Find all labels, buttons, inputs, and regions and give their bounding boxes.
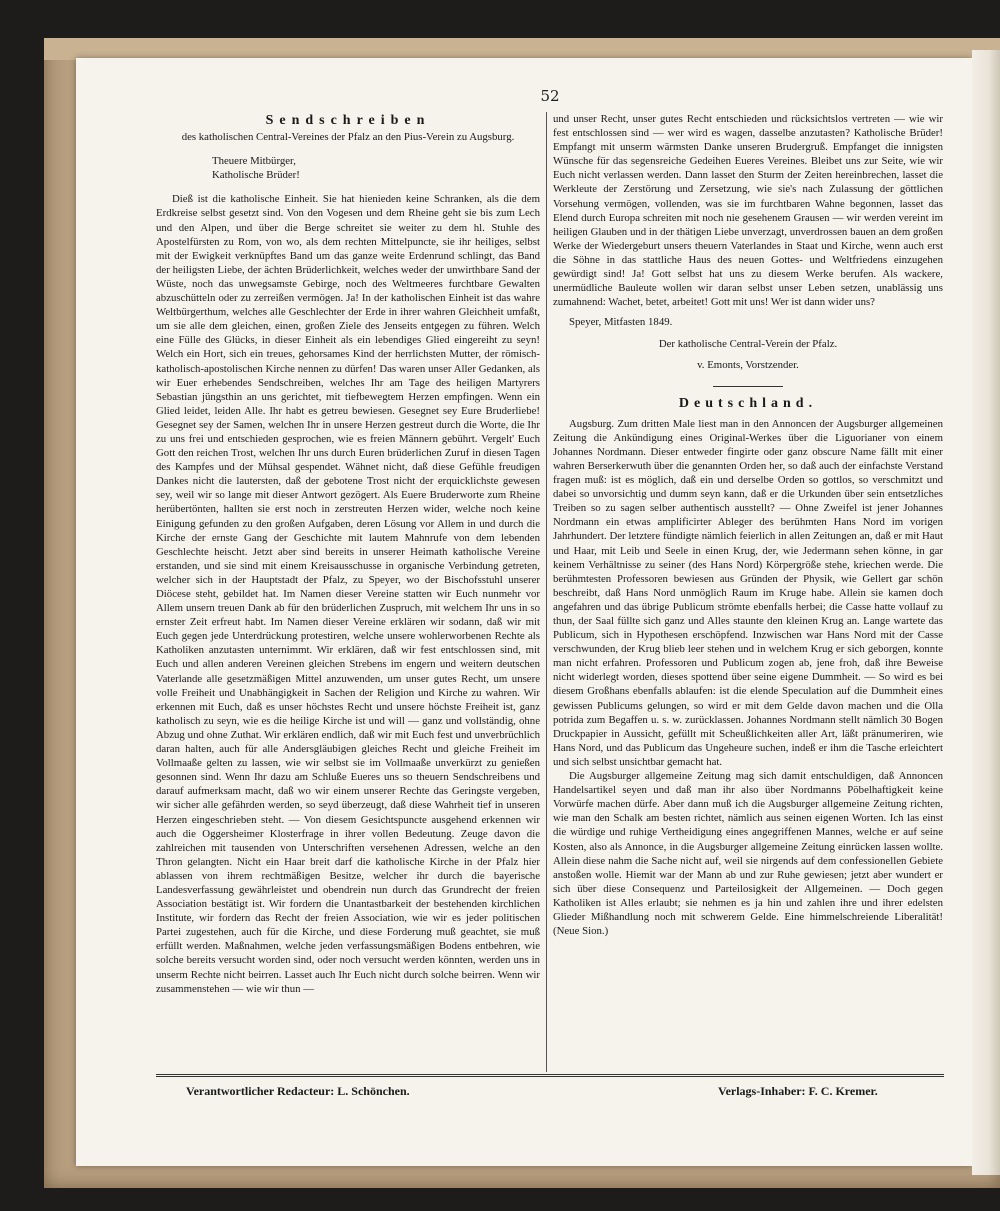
letter-subtitle: des katholischen Central-Vereines der Pfalz an den Pius-Verein zu Augsburg. <box>181 131 515 144</box>
letter-body-continued: und unser Recht, unser gutes Recht entschieden und rücksichtslos vertreten — wie wir fest entschlossen sind — wer wird es wagen, dasselbe anzutasten? Katholische Brüder! Empfangt mit unserm wärmsten Danke unseren Brudergruß. Empfanget die innigsten Wünsche für das segensreiche Gedeihen Eueres Vereines. Bleibet uns zur Seite, wie wir Euch nicht verlassen werden. Dann lasset den Sturm der Zeiten hereinbrechen, lasset die Werkleute der Zerstörung und Zersetzung, wie sie's nach Zulassung der göttlichen Vorsehung vermögen, vollenden, was sie im furchtbaren Wahne begonnen, lasset das Elend durch Europa schreiten mit noch nie gesehenem Grausen — wir werden vereint im heiligen Glauben und in der thätigen Liebe unverzagt, unverdrossen bauen an dem großen Werke der Wiedergeburt unsers theuern Vaterlandes in Staat und Kirche, wenn auch erst die Söhne in das stattliche Haus des neuen Gottes- und Weltfriedens einzugehen gewürdigt sind! Ja! Gott selbst hat uns zu diesem Werke berufen. Als wackere, unermüdliche Bauleute wollen wir daran selbst unser Leben setzen, unablässig uns zumahnend: Wachet, betet, arbeitet! Gott mit uns! Wer ist dann wider uns? <box>553 113 943 309</box>
article-paragraph-1: Augsburg. Zum dritten Male liest man in den Annoncen der Augsburger allgemeinen Zeitung die Ankündigung eines Original-Werkes über die Liguorianer von einem Johannes Nordmann. Dieser entweder fingirte oder ganz obscure Name fällt mit einer wahren Berserkerwuth über die genannten Orden her, so daß auch der einfachste Verstand fragen muß: ist es möglich, daß ein und derselbe Orden so gottlos, so verschmitzt und dabei so unvorsichtig und dumm seyn kann, daß er die Urkunden über sein entsetzliches Treiben so zu sagen selber authentisch ausstellt? — Ohne Zweifel ist jener Johannes Nordmann ein etwas amplificirter Ableger des berühmten Hans Nord im vorigen Jahrhundert. Der letztere fündigte nämlich feierlich in allen Zeitungen an, daß er mit Haut und Haar, mit Leib und Seele in einen Krug, der, wie Jedermann sehen könne, in gar keinem Verhältnisse zu seiner (des Hans Nord) Körpergröße stehe, kriechen werde. Die berühmtesten Professoren bewiesen aus Gründen der Physik, wie Gellert gar schön beschreibt, daß Hans Nord unmöglich Raum im Kruge habe. Allein sie kamen doch angefahren und das übrige Publicum strömte ebenfalls herbei; die Casse hatte vollauf zu thun, der Saal füllte sich ganz und Alles staunte den kleinen Krug an. Lange wartete das Publicum, sich in Hypothesen erschöpfend. Inzwischen war Hans Nord mit der Casse verschwunden, der Krug blieb leer stehen und in welchem Krug er sich geborgen, konnte man nicht erfahren. Professoren und Publicum zogen ab, jene froh, daß ihre Beweise nicht widerlegt worden, dieses spottend über seine eigene Dummheit. — So wird es bei diesem Großhans ebenfalls ablaufen: ist die elende Speculation auf die Dummheit eines gewissen Publicums gelungen, so wird er mit dem Gelde davon machen und die Olla potrida zum Begaffen u. s. w. zurücklassen. Johannes Nordmann stellt nämlich 30 Bogen Druckpapier in Aussicht, gefüllt mit Scheußlichkeiten aller Art, läßt pränumeriren, wie Hans Nord, und das Publicum das Ungeheure suchen, indeß er ihm die Tasche erleichtert und sich selbst unsichtbar gemacht hat. <box>553 417 943 768</box>
footer-editor: Verantwortlicher Redacteur: L. Schönchen. <box>186 1084 410 1098</box>
next-page-edge <box>972 50 1000 1175</box>
right-column <box>553 112 943 938</box>
signature-organization: Der katholische Central-Verein der Pfalz. <box>658 338 838 351</box>
letter-body: Dieß ist die katholische Einheit. Sie hat hienieden keine Schranken, als die dem Erdkreise selbst gesetzt sind. Von den Vogesen und dem Rheine geht sie bis zum Lech und den Alpen, und über die Berge schreitet sie weiter zu dem hl. Stuhle des Apostelfürsten zu Rom, von wo, als dem rechten Mittelpuncte, sie ihr heiliges, selbst mit der Ewigkeit verknüpftes Band um das ganze weite Erdenrund schlingt, das Band der heiligsten Liebe, der ächten Brüderlichkeit, welches weder der unwirthbare Sand der Wüste, noch das unwegsamste Gebirge, noch des Weltmeeres furchtbare Gewalten abzuschütteln oder zu zerreißen vermögen. Ja! In der katholischen Einheit ist das wahre Weltbürgerthum, welches alle Geschlechter der Erde in ihrer wahren Gleichheit umfaßt, um sie alle dem gleichen, einen, großen Ziele des Jenseits entgegen zu führen. Welch eine Fülle des Glücks, in dieser Einheit als ein lebendiges Glied eingereiht zu seyn! Welch ein Hort, sich ein treues, gehorsames Kind der herrlichsten Mutter, der römisch-katholisch-apostolischen Kirche nennen zu dürfen! Das waren unser Aller Gedanken, als wir Euer erhebendes Sendschreiben, welches Ihr am Tage des heiligen Martyrers Sebastian jüngsthin an uns gerichtet, mit tiefbewegtem Herzen empfingen. Wenn ein Glied leidet, leiden Alle. Ihr habt es getreu bewiesen. Gesegnet sey Eure Bruderliebe! Gesegnet sey der Samen, welchen Ihr in unsere Herzen gestreut durch die Worte, die Ihr zu uns frei und entschieden gesprochen, wie es freien Männern gebührt. Vergelt' Euch Gott den reichen Trost, welchen Ihr uns durch Euren brüderlichen Zuruf in diesen Tagen des Kampfes und der Mühsal gespendet. Wähnet nicht, daß diese Gefühle freudigen Dankes nicht die lautersten, daß der gebotene Trost nicht der erquicklichste gewesen sey, weil wir so lange mit dieser Antwort gezögert. Als Euere Bruderworte zum Rheine herübertönten, hallten sie erst noch in zerstreuten Herzen wider, welche noch keine Einigung gefunden zu den großen Aufgaben, deren Lösung vor Allem in und durch die Kirche der ernste Gang der Geschichte mit lautem Mahnrufe von dem lebenden Geschlechte heischt. Jetzt aber sind bereits in unserer Heimath katholische Vereine erstanden, und sie sind mit einem Kreisausschusse in organische Verbindung getreten, welcher sich in der Hauptstadt der Pfalz, zu Speyer, wo der Bischofsstuhl unserer Diöcese steht, gebildet hat. Im Namen dieser Vereine statten wir Euch nunmehr vor Allem unsern treuen Dank ab für den brüderlichen Zuspruch, mit welchem Ihr uns in so ernster Zeit erfreut habt. Im Namen dieser Vereine erklären wir sodann, daß wir mit Euch gegen jede Unterdrückung protestiren, welche unsere wohlerworbenen Rechte als Katholiken anzutasten unternimmt. Wir erklären, daß wir fest entschlossen sind, mit Euch und allen anderen Vereinen gleichen Strebens im engern und weitern deutschen Vaterlande alle gesetzmäßigen Mittel anzuwenden, um unser gutes Recht, um unsere volle Freiheit und Unabhängigkeit in Sachen der Religion und Kirche zu wahren. Wir erkennen mit Euch, daß es unser höchstes Recht und unsere höchste Freiheit ist, ganz katholisch zu seyn, wie es die heilige Kirche ist und will — ganz und vollständig, ohne Abzug und ohne Zuthat. Wir erklären endlich, daß wir mit Euch fest und unverbrüchlich daran halten, auch für alle Andersgläubigen gleiches Recht und gleiche Freiheit im Vollmaaße gelten zu lassen, wie wir selbst sie im Vollmaaße unverkürzt zu genießen gesonnen sind. Wenn Ihr dazu am Schluße Eueres uns so theuern Sendschreibens und darauf aufmerksam macht, daß wo wir einem unserer Rechte das Geringste vergeben, wir sicher alle gefährden werden, so seyd überzeugt, daß diese Wahrheit tief in unseren Herzen eingeschrieben steht. — Von diesem Gesichtspuncte ausgehend erkennen wir auch die Oggersheimer Klosterfrage in ihrer vollen Bedeutung. Zeuge davon die zahlreichen mit tausenden von Unterschriften versehenen Adressen, welche an den Thron gelangten. Nicht ein Haar breit darf die katholische Kirche in der Pfalz hier ablassen von ihrem rechtmäßigen Besitze, welcher ihr durch die bayerische Landesverfassung gewährleistet und obendrein nun durch das Grundrecht der freien Association bestätigt ist. Wir fordern die Unantastbarkeit der bestehenden kirchlichen Institute, wir fordern das Recht der freien Association, wie wir es jeder politischen Partei zugestehen, auch für die Kirche, und diese Forderung muß geachtet, sie muß erfüllt werden. Maßnahmen, welche jeden verfassungsmäßigen Bodens entbehren, wie solche bereits versucht worden sind, oder noch versucht werden könnten, werden uns in unserm Rechte nicht beirren. Lasset auch Ihr Euch nicht durch solche beirren. Wenn wir zusammenstehen — wie wir thun — <box>156 193 540 995</box>
salutation-line-1: Theuere Mitbürger, <box>212 155 296 168</box>
left-column <box>156 112 540 996</box>
page-number: 52 <box>540 87 560 105</box>
letter-title: Sendschreiben <box>265 113 431 128</box>
section-title: Deutschland. <box>678 395 818 411</box>
salutation-line-2: Katholische Brüder! <box>212 169 300 182</box>
signature-signer: v. Emonts, Vorstzender. <box>697 358 799 371</box>
place-date: Speyer, Mitfasten 1849. <box>569 316 673 329</box>
footer-rule <box>156 1074 944 1077</box>
section-divider <box>713 386 783 387</box>
book-cover-top-edge <box>44 38 1000 60</box>
column-divider <box>546 112 547 1072</box>
article-paragraph-2: Die Augsburger allgemeine Zeitung mag sich damit entschuldigen, daß Annoncen Handelsartikel seyen und daß man ihr also über Nordmanns Pöbelhaftigkeit keine Vorwürfe machen dürfe. Aber dann muß ich die Augsburger allgemeine Zeitung richten, wie man den Schalk am besten richtet, nämlich aus seinen eigenen Worten. Ich las einst die würdige und ruhige Vertheidigung eines angegriffenen Mannes, welche er auf seine Kosten, also als Annonce, in die Augsburger allgemeine Zeitung einrücken lassen wollte. Allein diese nahm die Sache nicht auf, weil sie nirgends auf dem confessionellen Gebiete anstoßen wolle. Hiemit war der Mann ab und zur Ruhe gewiesen; jetzt aber wundert er sich über diese Consequenz und Parteilosigkeit der Allgemeinen. — Doch gegen Katholiken ist Alles erlaubt; sie nehmen es ja hin und zahlen ihre und ihrer edelsten Glieder Mißhandlung noch mit schwerem Gelde. Eine himmelschreiende Liberalität! (Neue Sion.) <box>553 770 943 938</box>
footer-publisher: Verlags-Inhaber: F. C. Kremer. <box>718 1084 878 1098</box>
